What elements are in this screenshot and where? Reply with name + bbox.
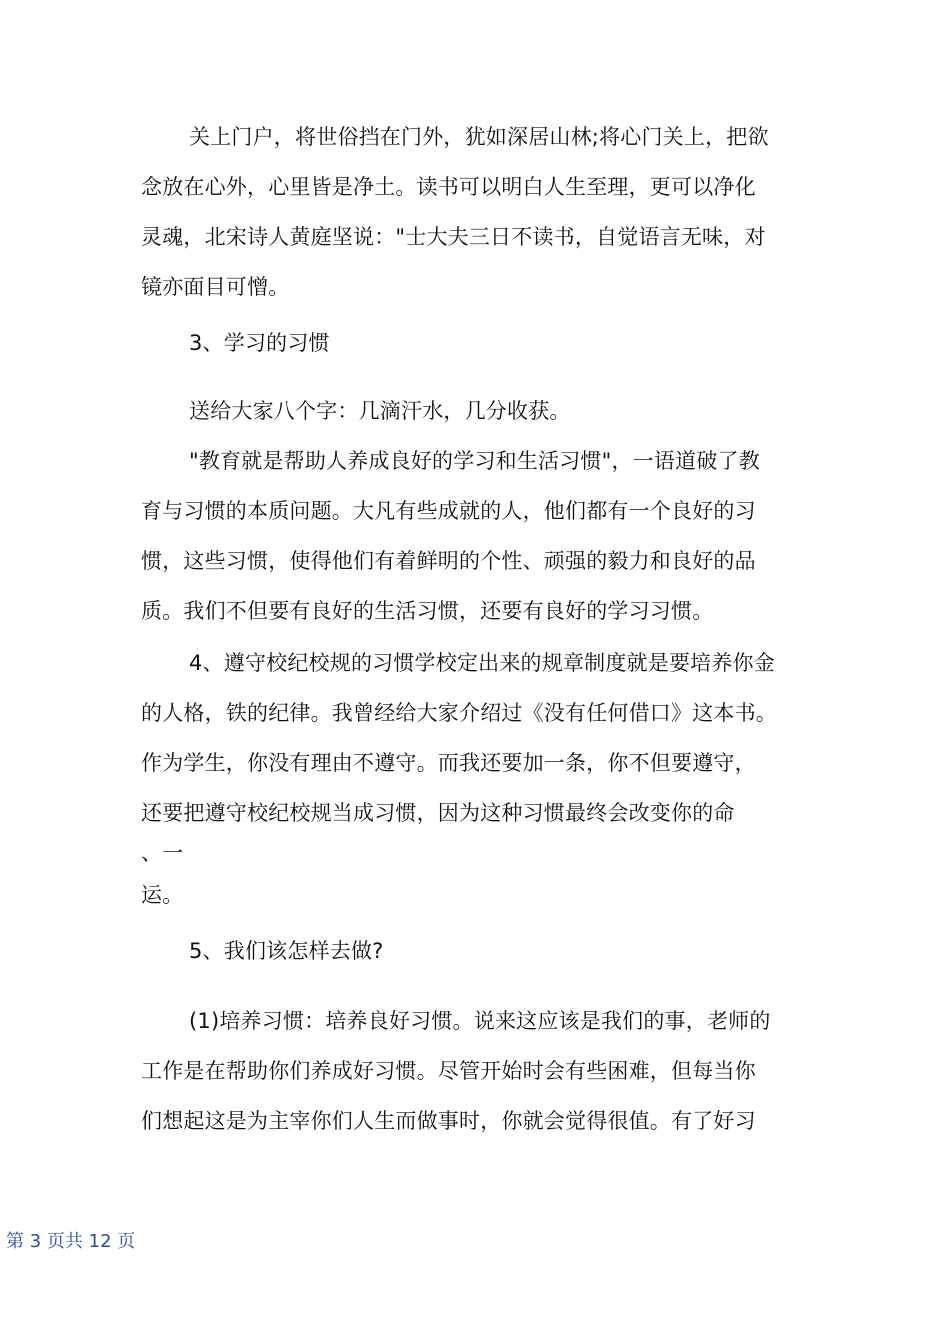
section-heading: 5、我们该怎样去做? xyxy=(189,939,384,963)
paragraph-line: 惯，这些习惯，使得他们有着鲜明的个性、顽强的毅力和良好的品 xyxy=(141,549,756,573)
paragraph-line: 工作是在帮助你们养成好习惯。尽管开始时会有些困难，但每当你 xyxy=(141,1059,756,1083)
paragraph-line: 送给大家八个字：几滴汗水，几分收获。 xyxy=(189,399,571,423)
section-heading: 3、学习的习惯 xyxy=(189,331,330,355)
paragraph-line: 育与习惯的本质问题。大凡有些成就的人，他们都有一个良好的习 xyxy=(141,499,756,523)
paragraph-line: 的人格，铁的纪律。我曾经给大家介绍过《没有任何借口》这本书。 xyxy=(141,701,777,725)
paragraph-line: 运。 xyxy=(141,883,184,907)
paragraph-line: (1)培养习惯：培养良好习惯。说来这应该是我们的事，老师的 xyxy=(189,1009,771,1033)
paragraph-line: 灵魂，北宋诗人黄庭坚说："士大夫三日不读书，自觉语言无味，对 xyxy=(141,225,766,249)
paragraph-line: 镜亦面目可憎。 xyxy=(141,275,290,299)
paragraph-line: 关上门户，将世俗挡在门外，犹如深居山林;将心门关上，把欲 xyxy=(189,125,769,149)
paragraph-line: "教育就是帮助人养成良好的学习和生活习惯"，一语道破了教 xyxy=(189,449,760,473)
page-number: 第 3 页共 12 页 xyxy=(6,1231,136,1252)
paragraph-line: 念放在心外，心里皆是净土。读书可以明白人生至理，更可以净化 xyxy=(141,175,756,199)
paragraph-line: 4、遵守校纪校规的习惯学校定出来的规章制度就是要培养你金 xyxy=(189,651,775,675)
paragraph-line: 们想起这是为主宰你们人生而做事时，你就会觉得很值。有了好习 xyxy=(141,1109,756,1133)
paragraph-line: 作为学生，你没有理由不遵守。而我还要加一条，你不但要遵守， xyxy=(141,751,756,775)
paragraph-line: 还要把遵守校纪校规当成习惯，因为这种习惯最终会改变你的命 xyxy=(141,801,735,825)
paragraph-line: 质。我们不但要有良好的生活习惯，还要有良好的学习习惯。 xyxy=(141,599,714,623)
paragraph-line: 、一 xyxy=(141,841,184,865)
